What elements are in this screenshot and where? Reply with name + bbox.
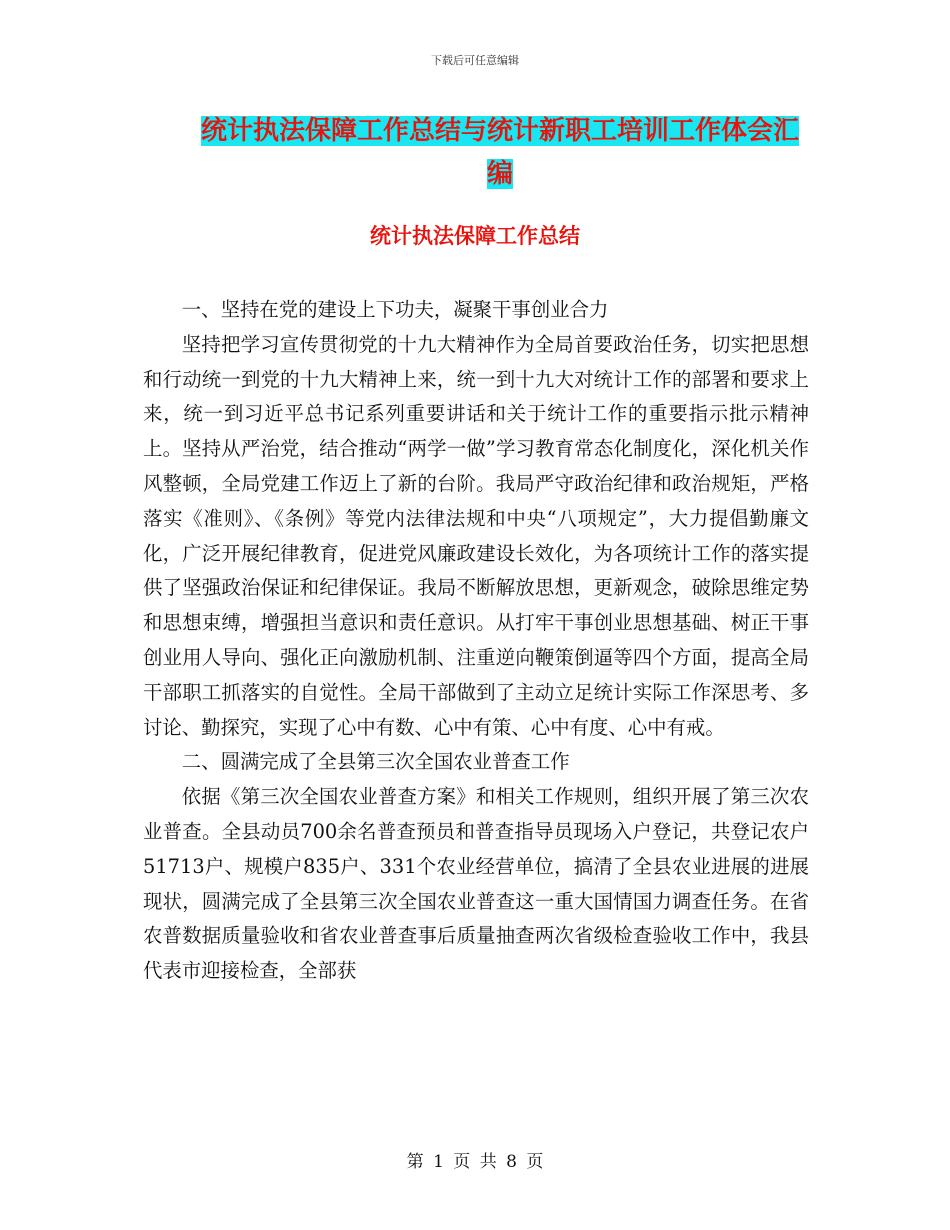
document-title — [195, 110, 805, 196]
paragraph-2: 依据《第三次全国农业普查方案》和相关工作规则，组织开展了第三次农业普查。全县动员700余名普查预员和普查指导员现场入户登记，共登记农户51713户、规模户835户、331个农业经营单位，搞清了全县农业进展的进展现状，圆满完成了全县第三次全国农业普查这一重大国情国力调查任务。在省农普数据质量验收和省农业普查事后质量抽查两次省级检查验收工作中，我县代表市迎接检查，全部获 — [143, 785, 809, 983]
paragraph-1: 坚持把学习宣传贯彻党的十九大精神作为全局首要政治任务，切实把思想和行动统一到党的十九大精神上来，统一到十九大对统计工作的部署和要求上来，统一到习近平总书记系列重要讲话和关于统计工作的重要指示批示精神上。坚持从严治党，结合推动“两学一做”学习教育常态化制度化，深化机关作风整顿，全局党建工作迈上了新的台阶。我局严守政治纪律和政治规矩，严格落实《准则》、《条例》等党内法律法规和中央“八项规定”，大力提倡勤廉文化，广泛开展纪律教育，促进党风廉政建设长效化，为各项统计工作的落实提供了坚强政治保证和纪律保证。我局不断解放思想，更新观念，破除思维定势和思想束缚，增强担当意识和责任意识。从打牢干事创业思想基础、树正干事创业用人导向、强化正向激励机制、注重逆向鞭策倒逼等四个方面，提高全局干部职工抓落实的自觉性。全局干部做到了主动立足统计实际工作深思考、多讨论、勤探究，实现了心中有数、心中有策、心中有度、心中有戒。 — [143, 332, 809, 739]
section-title: 统计执法保障工作总结 — [370, 224, 580, 248]
paragraph-heading-1: 一、坚持在党的建设上下功夫，凝聚干事创业合力 — [181, 298, 609, 321]
page-header-note: 下载后可任意编辑 — [431, 54, 519, 67]
paragraph-heading-2: 二、圆满完成了全县第三次全国农业普查工作 — [181, 750, 570, 774]
document-title-text: 统计执法保障工作总结与统计新职工培训工作体会汇编 — [200, 116, 799, 189]
document-body — [143, 293, 809, 989]
page-footer: 第 1 页 共 8 页 — [406, 1152, 544, 1172]
